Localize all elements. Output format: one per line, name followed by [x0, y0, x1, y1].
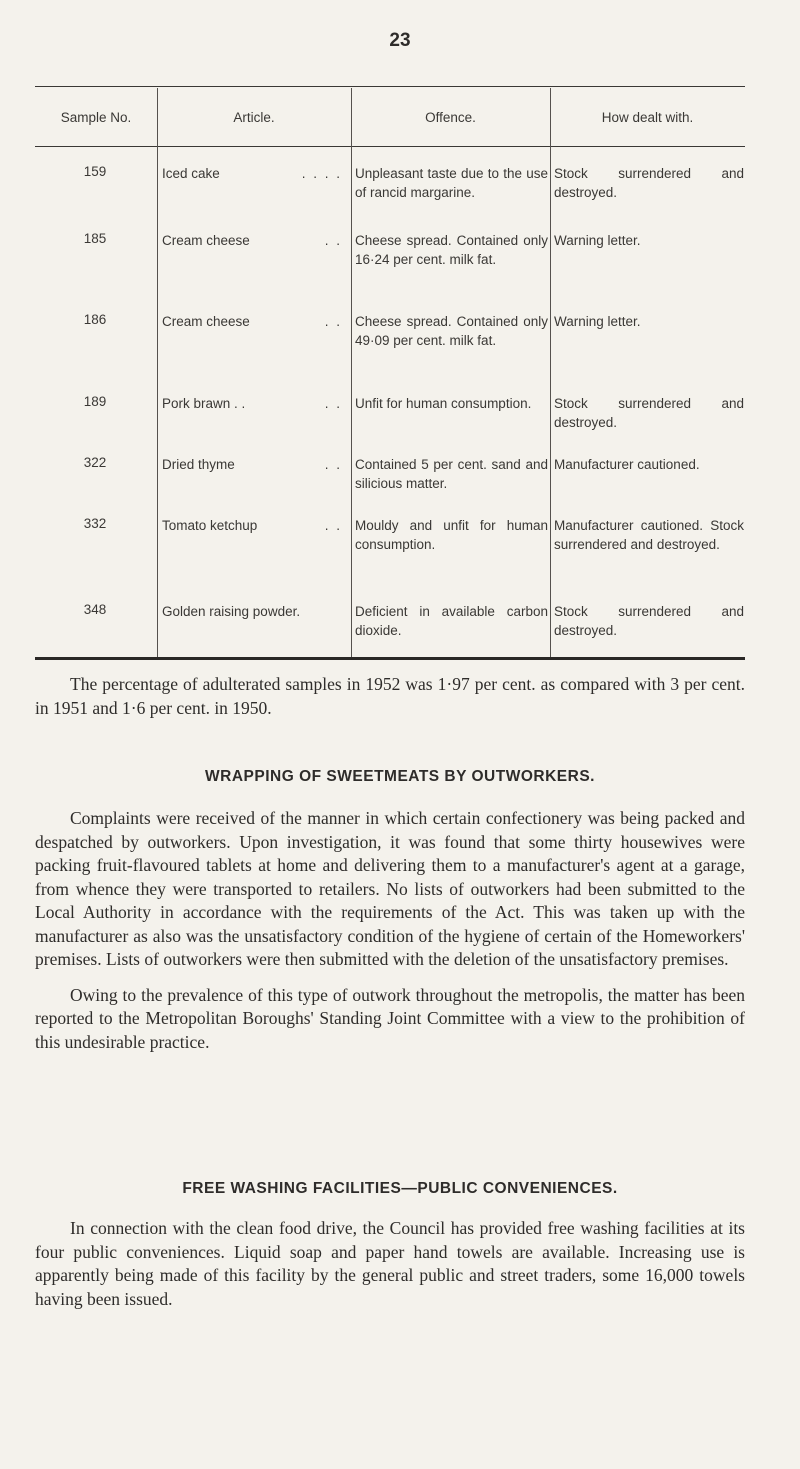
paragraph: Owing to the prevalence of this type of outwork throughout the metropolis, the matter has been reported to the Metropolitan Boroughs' Standing Joint Committee with a view to the prohibition of this undesirable practice. — [35, 984, 745, 1052]
offence-cell: Deficient in available carbon dioxide. — [355, 604, 548, 638]
table-header-rule — [35, 146, 745, 147]
article-cell — [162, 516, 352, 535]
leader-dots: . . — [324, 457, 342, 472]
header-sample-no: Sample No. — [60, 110, 132, 125]
section-body-outworkers — [35, 807, 745, 1054]
leader-dots: . . . . — [301, 166, 342, 181]
offence-cell: Contained 5 per cent. sand and silicious matter. — [355, 457, 548, 491]
article-name: Iced cake — [162, 166, 220, 181]
sample-number: 159 — [83, 164, 107, 179]
column-divider — [550, 88, 551, 657]
article-cell — [162, 164, 352, 183]
leader-dots: . . — [324, 233, 342, 248]
article-cell: Golden raising powder. — [162, 604, 301, 619]
article-cell — [162, 394, 352, 413]
leader-dots: . . — [324, 518, 342, 533]
article-cell — [162, 455, 352, 474]
section-body-washing — [35, 1217, 745, 1311]
dealt-cell: Manufacturer cautioned. Stock surrendered and destroyed. — [554, 518, 744, 552]
dealt-cell: Manufacturer cautioned. — [554, 457, 700, 472]
header-offence: Offence. — [425, 110, 476, 125]
sample-number: 322 — [83, 455, 107, 470]
leader-dots: . . — [324, 314, 342, 329]
article-cell — [162, 231, 352, 250]
summary-paragraph: The percentage of adulterated samples in 1952 was 1·97 per cent. as compared with 3 per cent. in 1951 and 1·6 per cent. in 1950. — [35, 674, 745, 718]
article-cell — [162, 312, 352, 331]
table-top-rule — [35, 86, 745, 87]
offence-cell: Mouldy and unfit for human consumption. — [355, 518, 548, 552]
offence-cell: Cheese spread. Contained only 49·09 per cent. milk fat. — [355, 314, 548, 348]
samples-table — [35, 86, 745, 660]
sample-number: 348 — [83, 602, 107, 617]
section-heading-washing: FREE WASHING FACILITIES—PUBLIC CONVENIENCES. — [182, 1180, 618, 1197]
summary-paragraph-block — [35, 673, 745, 720]
article-name: Pork brawn — [162, 396, 231, 411]
section-heading-outworkers: WRAPPING OF SWEETMEATS BY OUTWORKERS. — [205, 768, 595, 785]
dealt-cell: Stock surrendered and destroyed. — [554, 396, 744, 430]
paragraph: In connection with the clean food drive, the Council has provided free washing facilities at its four public conveniences. Liquid soap and paper hand towels are available. Increasing use is apparently being made of this facility by the general public and street traders, some 16,000 towels having been issued. — [35, 1218, 745, 1309]
sample-number: 186 — [83, 312, 107, 327]
sample-number: 189 — [83, 394, 107, 409]
column-divider — [157, 88, 158, 657]
paragraph: Complaints were received of the manner in which certain confectionery was being packed and despatched by outworkers. Upon investigation, it was found that some thirty housewives were packing fruit-flavoured tablets at home and delivering them to a manufacturer's agent at a garage, from whence they were transported to retailers. No lists of outworkers had been submitted to the Local Authority in accordance with the requirements of the Act. This was taken up with the manufacturer as also was the unsatisfactory condition of the hygiene of certain of the Homeworkers' premises. Lists of outworkers were then submitted with the deletion of the unsatisfactory premises. — [35, 808, 745, 969]
page-number: 23 — [389, 30, 411, 51]
offence-cell: Unpleasant taste due to the use of rancid margarine. — [355, 166, 548, 200]
header-article: Article. — [233, 110, 275, 125]
dealt-cell: Warning letter. — [554, 314, 641, 329]
sample-number: 332 — [83, 516, 107, 531]
article-name: Dried thyme — [162, 457, 235, 472]
offence-cell: Cheese spread. Contained only 16·24 per cent. milk fat. — [355, 233, 548, 267]
dealt-cell: Stock surrendered and destroyed. — [554, 604, 744, 638]
leader-dots: . . — [234, 396, 246, 411]
article-name: Tomato ketchup — [162, 518, 258, 533]
leader-dots: . . — [324, 396, 342, 411]
dealt-cell: Warning letter. — [554, 233, 641, 248]
article-name: Cream cheese — [162, 233, 250, 248]
table-bottom-rule — [35, 657, 745, 660]
dealt-cell: Stock surrendered and destroyed. — [554, 166, 744, 200]
article-name: Cream cheese — [162, 314, 250, 329]
offence-cell: Unfit for human consumption. — [355, 396, 532, 411]
header-how-dealt: How dealt with. — [601, 110, 694, 125]
sample-number: 185 — [83, 231, 107, 246]
